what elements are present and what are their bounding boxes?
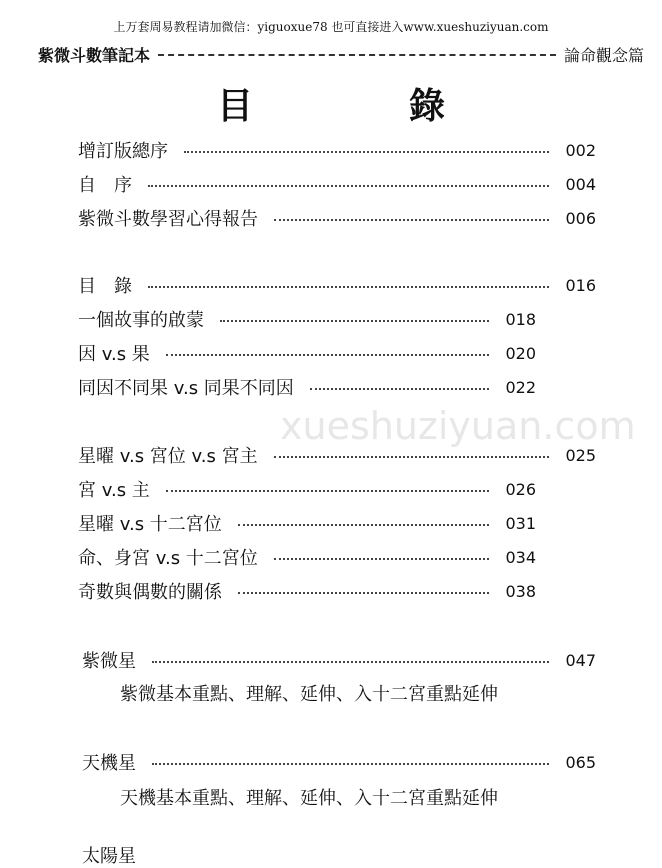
toc-entry[interactable] [78,511,536,535]
dot-leader [274,456,550,458]
toc-entry-title: 命、身宮 v.s 十二宮位 [78,548,258,569]
toc-subentry: 天機基本重點、理解、延伸、入十二宮重點延伸 [120,788,498,809]
dot-leader [148,185,549,187]
toc-entry-page: 047 [565,650,596,670]
dot-leader [152,763,549,765]
toc-entry-title: 一個故事的啟蒙 [78,310,204,331]
toc-entry-page: 022 [505,377,536,397]
toc-entry-page: 026 [505,479,536,499]
toc-entry-title: 同因不同果 v.s 同果不同因 [78,378,294,399]
toc-entry[interactable] [78,375,536,399]
dot-leader [152,661,549,663]
toc-entry[interactable] [82,750,596,774]
toc-entry-title: 奇數與偶數的關係 [78,582,222,603]
toc-entry-page: 006 [565,208,596,228]
running-head [38,42,644,66]
toc-entry-title: 星曜 v.s 宮位 v.s 宮主 [78,446,258,467]
toc-entry-page: 004 [565,174,596,194]
dot-leader [310,388,490,390]
toc-entry[interactable] [78,477,536,501]
dot-leader [184,151,549,153]
dot-leader [220,320,489,322]
toc-entry-title: 天機星 [82,753,136,774]
toc-entry-title: 紫微斗數學習心得報告 [78,209,258,230]
toc-entry-page: 034 [505,547,536,567]
toc-entry[interactable] [82,648,596,672]
dot-leader [238,524,490,526]
toc-entry-title: 星曜 v.s 十二宮位 [78,514,222,535]
toc-entry-page: 038 [505,581,536,601]
dot-leader [166,490,490,492]
header-rule [158,54,556,56]
promo-banner: 上万套周易教程请加微信：yiguoxue78 也可直接进入www.xueshuziyuan.com [113,20,549,34]
toc-entry[interactable] [78,443,596,467]
toc-subentry: 紫微基本重點、理解、延伸、入十二宮重點延伸 [120,684,498,705]
toc-entry[interactable] [78,545,536,569]
toc-entry[interactable] [78,341,536,365]
dot-leader [148,286,549,288]
toc-entry-page: 016 [565,275,596,295]
toc-entry[interactable] [78,172,596,196]
dot-leader [274,558,490,560]
toc-entry-page: 020 [505,343,536,363]
dot-leader [166,354,490,356]
toc-entry[interactable] [78,138,596,162]
toc-entry-title: 紫微星 [82,651,136,672]
toc-entry[interactable] [78,206,596,230]
book-title: 紫微斗數筆記本 [38,45,151,65]
page-title: 目 錄 [216,86,505,127]
dot-leader [238,592,489,594]
toc-entry-title: 宮 v.s 主 [78,480,150,501]
section-name: 論命觀念篇 [563,45,644,65]
dot-leader [274,219,549,221]
toc-entry[interactable] [78,307,536,331]
toc-entry-page: 018 [505,309,536,329]
toc-entry-page: 025 [565,445,596,465]
toc-entry-page: 065 [565,752,596,772]
toc-entry[interactable] [78,273,596,297]
toc-entry-title: 自 序 [78,175,132,196]
toc-entry-title: 因 v.s 果 [78,344,150,365]
watermark: xueshuziyuan.com [280,404,636,448]
toc-entry-title: 目 錄 [78,276,132,297]
toc-entry-cutoff: 太陽星 [82,846,136,867]
toc-entry-page: 002 [565,140,596,160]
toc-entry[interactable] [78,579,536,603]
toc-entry-page: 031 [505,513,536,533]
toc-entry-title: 增訂版總序 [78,141,168,162]
